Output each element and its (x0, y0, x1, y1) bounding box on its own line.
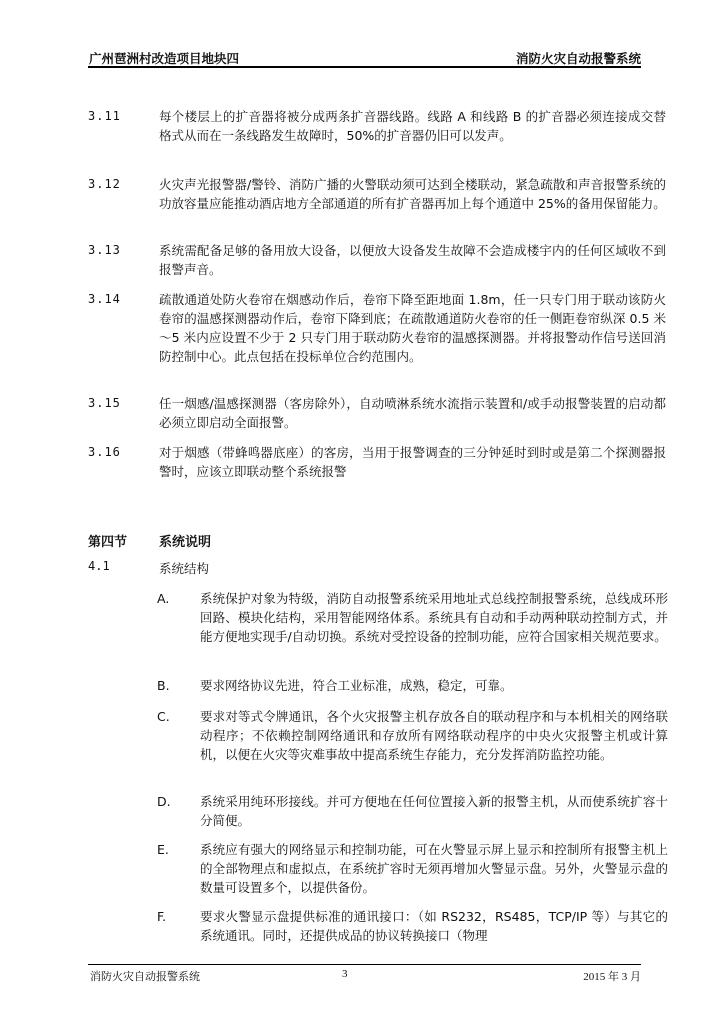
clause-number: 3.15 (88, 396, 121, 410)
item-letter: E. (157, 842, 169, 857)
footer-date: 2015 年 3 月 (583, 971, 641, 983)
section-title: 系统说明 (159, 535, 212, 550)
item-text: 系统采用纯环形接线。并可方便地在任何位置接入新的报警主机，从而使系统扩容十分简便。 (200, 794, 668, 828)
item-letter: B. (157, 678, 170, 693)
header-project-title: 广州琶洲村改造项目地块四 (89, 51, 240, 66)
item-text: 系统保护对象为特级，消防自动报警系统采用地址式总线控制报警系统，总线成环形回路、模块化结构，采用智能网络体系。系统具有自动和手动两种联动控制方式，并能方便地实现手/自动切换。系统对受控设备的控制功能，应符合国家相关规范要求。 (200, 591, 668, 644)
item-text: 要求火警显示盘提供标准的通讯接口：（如 RS232，RS485，TCP/IP 等）与其它的系统通讯。同时，还提供成品的协议转换接口（物理 (200, 909, 668, 943)
page-header (88, 40, 641, 68)
item-letter: A. (157, 591, 170, 606)
clause-number: 3.11 (88, 109, 121, 123)
header-document-title: 消防火灾自动报警系统 (515, 51, 641, 66)
item-letter: D. (157, 794, 171, 809)
item-letter: F. (157, 909, 167, 924)
clause-text: 对于烟感（带蜂鸣器底座）的客房，当用于报警调查的三分钟延时到时或是第二个探测器报警时，应该立即联动整个系统报警 (159, 445, 666, 479)
clause-number: 3.12 (88, 177, 121, 191)
section-heading (88, 531, 212, 550)
section-label: 第四节 (88, 535, 128, 550)
footer-document-title: 消防火灾自动报警系统 (90, 970, 200, 983)
clause-number: 3.13 (88, 243, 121, 257)
clause-text: 疏散通道处防火卷帘在烟感动作后，卷帘下降至距地面 1.8m，任一只专门用于联动该防火卷帘的温感探测器动作后，卷帘下降到底；在疏散通道防火卷帘的任一侧距卷帘纵深 0.5 米～5 米内应设置不少于 2 只专门用于联动防火卷帘的温感探测器。并将报警动作信号送回消防控制中心。此点包括在投标单位合约范围内。 (159, 292, 666, 364)
page-number: 3 (342, 968, 348, 980)
clause-text: 系统需配备足够的备用放大设备，以便放大设备发生故障不会造成楼宇内的任何区域收不到报警声音。 (159, 243, 666, 277)
item-letter: C. (157, 709, 170, 724)
subsection-number: 4.1 (88, 559, 110, 573)
clause-text: 每个楼层上的扩音器将被分成两条扩音器线路。线路 A 和线路 B 的扩音器必须连接成交替格式从而在一条线路发生故障时，50%的扩音器仍旧可以发声。 (159, 109, 666, 143)
clause-text: 任一烟感/温感探测器（客房除外），自动喷淋系统水流指示装置和/或手动报警装置的启动都必须立即启动全面报警。 (159, 396, 666, 430)
subsection-title: 系统结构 (159, 561, 210, 576)
clause-number: 3.16 (88, 445, 121, 459)
clause-text: 火灾声光报警器/警铃、消防广播的火警联动须可达到全楼联动，紧急疏散和声音报警系统的功放容量应能推动酒店地方全部通道的所有扩音器再加上每个通道中 25%的备用保留能力。 (159, 177, 666, 211)
item-text: 要求对等式令牌通讯，各个火灾报警主机存放各自的联动程序和与本机相关的网络联动程序；不依赖控制网络通讯和存放所有网络联动程序的中央火灾报警主机或计算机，以便在火灾等灾难事故中提高系统生存能力，充分发挥消防监控功能。 (200, 709, 668, 762)
clause-number: 3.14 (88, 292, 121, 306)
page-footer (88, 964, 641, 983)
item-text: 系统应有强大的网络显示和控制功能，可在火警显示屏上显示和控制所有报警主机上的全部物理点和虚拟点，在系统扩容时无须再增加火警显示盘。另外，火警显示盘的数量可设置多个，以提供备份。 (200, 842, 668, 895)
item-text: 要求网络协议先进，符合工业标准，成熟，稳定，可靠。 (200, 678, 513, 693)
